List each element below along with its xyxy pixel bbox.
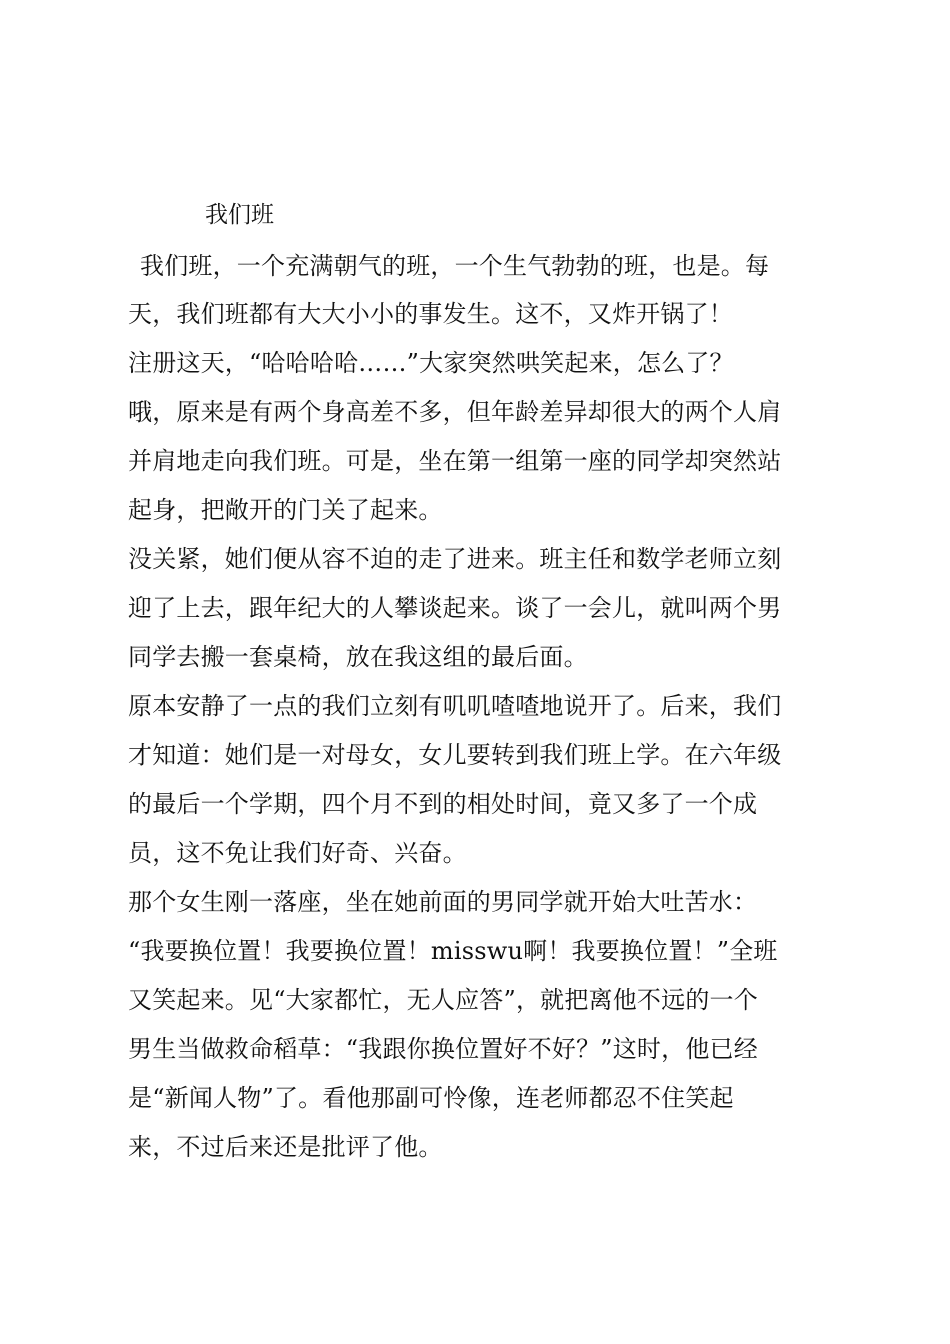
text-line: 那个女生刚一落座，坐在她前面的男同学就开始大吐苦水： [128,888,758,916]
text-line: 天，我们班都有大大小小的事发生。这不，又炸开锅了！ [128,300,733,328]
text-line: 才知道：她们是一对母女，女儿要转到我们班上学。在六年级 [128,741,782,769]
text-line: 没关紧，她们便从容不迫的走了进来。班主任和数学老师立刻 [128,545,782,573]
text-line: 迎了上去，跟年纪大的人攀谈起来。谈了一会儿，就叫两个男 [128,594,782,622]
text-line: 的最后一个学期，四个月不到的相处时间，竟又多了一个成 [128,790,758,818]
text-line: 原本安静了一点的我们立刻有叽叽喳喳地说开了。后来，我们 [128,692,782,720]
text-line: “我要换位置！我要换位置！misswu啊！我要换位置！”全班 [128,937,778,965]
text-line: 注册这天，“哈哈哈哈……”大家突然哄笑起来，怎么了？ [128,349,734,377]
text-line: 同学去搬一套桌椅，放在我这组的最后面。 [128,643,588,671]
text-line: 是“新闻人物”了。看他那副可怜像，连老师都忍不住笑起 [128,1084,734,1112]
text-line: 员，这不免让我们好奇、兴奋。 [128,839,467,867]
document-title: 我们班 [205,202,274,228]
text-line: 哦，原来是有两个身高差不多，但年龄差异却很大的两个人肩 [128,398,782,426]
text-line: 并肩地走向我们班。可是，坐在第一组第一座的同学却突然站 [128,447,782,475]
text-line: 又笑起来。见“大家都忙，无人应答”，就把离他不远的一个 [128,986,758,1014]
text-line: 我们班，一个充满朝气的班，一个生气勃勃的班，也是。每 [140,252,770,280]
text-line: 起身，把敞开的门关了起来。 [128,496,443,524]
text-line: 男生当做救命稻草：“我跟你换位置好不好？”这时，他已经 [128,1035,758,1063]
text-line: 来，不过后来还是批评了他。 [128,1133,443,1161]
